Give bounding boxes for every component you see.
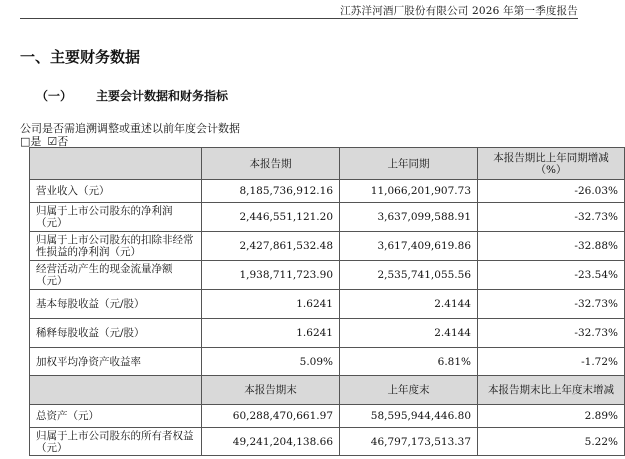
row-previous: 46,797,173,513.37 (340, 428, 478, 456)
row-label: 基本每股收益（元/股） (30, 290, 202, 319)
table2-header-current: 本报告期末 (202, 376, 340, 405)
table-row (30, 348, 625, 376)
row-change: -32.73% (478, 203, 625, 232)
table2-header-change: 本报告期末比上年度末增减 (478, 376, 625, 405)
row-label: 经营活动产生的现金流量净额（元） (30, 261, 202, 290)
row-current: 5.09% (202, 348, 340, 376)
row-current: 1,938,711,723.90 (202, 261, 340, 290)
row-current: 49,241,204,138.66 (202, 428, 340, 456)
table1-header-change: 本报告期比上年同期增减（%） (478, 148, 625, 180)
row-previous: 3,637,099,588.91 (340, 203, 478, 232)
subsection-number: （一） (36, 89, 73, 103)
table-row (30, 261, 625, 290)
row-previous: 58,595,944,446.80 (340, 405, 478, 428)
row-current: 1.6241 (202, 319, 340, 348)
table-row (30, 180, 625, 203)
table-row (30, 428, 625, 456)
table1-header-blank (30, 148, 202, 180)
section-title: 一、主要财务数据 (20, 48, 141, 66)
row-label: 稀释每股收益（元/股） (30, 319, 202, 348)
table-row (30, 232, 625, 261)
table1-header-previous: 上年同期 (340, 148, 478, 180)
subsection-title (36, 87, 228, 104)
table-row (30, 203, 625, 232)
row-change: -32.88% (478, 232, 625, 261)
table2-header-row (30, 376, 625, 405)
row-change: -1.72% (478, 348, 625, 376)
row-label: 归属于上市公司股东的净利润（元） (30, 203, 202, 232)
row-change: -32.73% (478, 319, 625, 348)
restate-option-no: ☑否 (47, 135, 69, 148)
row-label: 营业收入（元） (30, 180, 202, 203)
table1-header-current: 本报告期 (202, 148, 340, 180)
row-previous: 2.4144 (340, 319, 478, 348)
report-header-title: 江苏洋河酒厂股份有限公司 2026 年第一季度报告 (340, 5, 578, 17)
subsection-label: 主要会计数据和财务指标 (96, 89, 229, 103)
table-row (30, 290, 625, 319)
row-change: 5.22% (478, 428, 625, 456)
row-previous: 2.4144 (340, 290, 478, 319)
row-change: 2.89% (478, 405, 625, 428)
row-previous: 2,535,741,055.56 (340, 261, 478, 290)
row-current: 2,427,861,532.48 (202, 232, 340, 261)
row-change: -26.03% (478, 180, 625, 203)
row-label: 加权平均净资产收益率 (30, 348, 202, 376)
row-previous: 11,066,201,907.73 (340, 180, 478, 203)
table1-header-row (30, 148, 625, 180)
restate-question: 公司是否需追溯调整或重述以前年度会计数据 (20, 122, 240, 135)
row-label: 归属于上市公司股东的所有者权益（元） (30, 428, 202, 456)
row-label: 总资产（元） (30, 405, 202, 428)
row-change: -32.73% (478, 290, 625, 319)
row-change: -23.54% (478, 261, 625, 290)
row-previous: 3,617,409,619.86 (340, 232, 478, 261)
financial-table (29, 147, 625, 456)
row-current: 2,446,551,121.20 (202, 203, 340, 232)
row-label: 归属于上市公司股东的扣除非经常性损益的净利润（元） (30, 232, 202, 261)
table2-header-blank (30, 376, 202, 405)
table-row (30, 405, 625, 428)
row-current: 60,288,470,661.97 (202, 405, 340, 428)
header-divider (20, 18, 578, 19)
row-previous: 6.81% (340, 348, 478, 376)
table-row (30, 319, 625, 348)
restate-option-yes: □是 (20, 135, 42, 148)
table2-header-previous: 上年度末 (340, 376, 478, 405)
row-current: 1.6241 (202, 290, 340, 319)
row-current: 8,185,736,912.16 (202, 180, 340, 203)
